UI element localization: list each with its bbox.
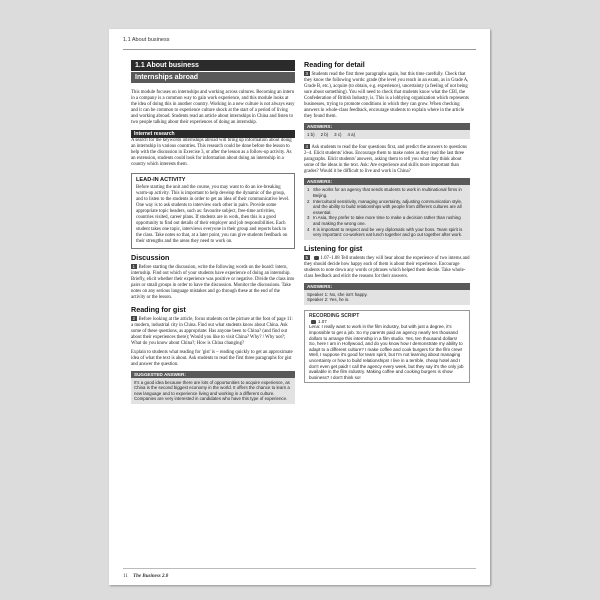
listening-gist-text: 1.07–1.08 Tell students they will hear about the experience of two interns and they should decide how happy each of them is about their experience. Encourage students to note down any words or phrases which helped them decide. Take whole-class feedback and elicit the reasons for their answers. (304, 256, 470, 280)
answer-item: 3 In Asia, they prefer to take more time to make a decision rather than rushing and making the wrong one. (307, 215, 461, 226)
listening-gist-paragraph (304, 255, 470, 280)
exercise-number: 4 (305, 144, 309, 150)
intro-paragraph: This module focuses on internships and working across cultures. Becoming an intern in a company is a common way to gain work experience, and this module looks at the idea of doing this in another country. Working in a new culture is not always easy and it can be common to experience culture shock at the start of a period of living and working abroad. Students read an article about internships in China and listen to two people talking about their experiences of doing an internship. (131, 90, 295, 125)
footer-rule (123, 568, 476, 569)
audio-icon (314, 256, 319, 260)
answers-label: ANSWERS: (304, 178, 470, 185)
audio-icon (311, 320, 316, 324)
answers-4-box (304, 185, 470, 240)
recording-script-title: RECORDING SCRIPT (309, 312, 360, 319)
answers-3-box (304, 130, 470, 139)
unit-title: 1.1 About business (131, 60, 295, 71)
answer-item: 3 c) (334, 132, 342, 137)
unit-subtitle: Internships abroad (131, 72, 295, 83)
header-rule (123, 49, 476, 50)
left-column (131, 60, 295, 404)
answers-label: ANSWERS: (304, 283, 470, 290)
answers-label: ANSWERS: (304, 123, 470, 130)
reading-gist-text1: Before looking at the article, focus students on the picture at the foot of page 11: a modern, industrial city in China. Find out what students know about China. Ask some of these questions, as appropriate: Has anyone been to China? (and find out about their experiences there); Would you like to visit China? Why? / Why not?; What do you know about China?; How is China changing? (131, 317, 293, 346)
answer-item: 2 Intercultural sensitivity, managing uncertainty, adjusting communication style, and the ability to build relationships with people from different cultures are all essential. (307, 198, 463, 215)
discussion-heading: Discussion (131, 253, 170, 262)
answer-item: 4 It is important to respect and be very diplomatic with your boss. Team spirit is very important: co-workers eat lunch together and go out together after work. (307, 226, 463, 238)
listening-gist-heading: Listening for gist (304, 244, 363, 254)
lead-in-text: Before starting the unit and the course, you may want to do an ice-breaking warm-up activity. This is important to help develop the dynamic of the group, and to listen to the students in order to get an idea of their communicative level. One way is to ask students to interview each other in pairs. Provide some appropriate topic headers, such as: favourite subject, free-time activities, countries visited, career plans. If students are in work, then this is a good opportunity to find out details of their employer and job responsibilities. Each student takes one topic, interviews everyone in their group and reports back to the class. Take notes so that, at a later point, you can give students feedback on their strengths and the areas they need to work on. (136, 185, 290, 244)
page-number: 11 (123, 574, 128, 579)
answer-item: 1 She works for an agency that sends students to work in multinational firms in Beijing. (307, 187, 462, 198)
recording-script-text: Lena: I really want to work in the film industry, but with just a degree, it's impossible to get a job. So my parents paid an agency nearly ten thousand dollars to arrange this internship in a film studio. Yes, ten thousand dollars! So, here I am in Hollywood, and do you know how I demonstrate my ability to adapt to a different culture? I make coffee and cook burgers for the film crew! Well, I suppose it's good for team spirit, but I'm not learning about managing uncertainty or how to build relationships! I live in a terrible, cheap hotel and I don't even get paid! I call the agency every week, but they say it's the only job available in the film industry. Making coffee and cooking burgers is show business? I don't think so! (309, 324, 464, 380)
answer-item: Speaker 2: Yes, he is. (307, 297, 350, 303)
listening-answers-box (304, 290, 470, 305)
book-brand: The Business 2.0 (133, 574, 169, 579)
exercise-4-text: Ask students to read the four questions first, and predict the answers to questions 2–4. Elicit students' ideas. Encourage them to make notes as they read the last three paragraphs. Elicit students' answers, asking them to tell you what they think about some of the ideas in the text. Ask: Are experience and skills more important than grades? Would it be difficult to live and work in China? (304, 145, 467, 175)
right-column (304, 60, 470, 383)
exercise-number: 1 (132, 264, 136, 269)
exercise-number: 2 (132, 316, 136, 321)
running-head: 1.1 About business (123, 37, 170, 43)
discussion-paragraph (131, 264, 295, 301)
discussion-text: Before starting the discussion, write the following words on the board: intern, internship. Find out which of your students have experience of doing an internship. Briefly, elicit whether their experience was positive or negative. Divide the class into pairs or small groups in order to have the discussion. Monitor the discussions. Take notes on any serious language mistakes and go through these at the end of the activity or the lesson. (131, 265, 295, 300)
textbook-page (109, 29, 490, 585)
recording-script-box (304, 310, 470, 384)
lead-in-title: LEAD-IN ACTIVITY (136, 177, 186, 183)
page-footer (123, 574, 168, 579)
exercise-number: 5 (305, 255, 309, 261)
reading-detail-paragraph (304, 71, 470, 120)
answer-item: 1 b) (307, 132, 315, 137)
suggested-answer-label: SUGGESTED ANSWER: (131, 371, 295, 378)
lead-in-box (131, 173, 295, 249)
recording-track: 1.07 (309, 319, 465, 325)
answer-item: Speaker 1: No, she isn't happy. (307, 292, 368, 298)
reading-gist-paragraph (131, 316, 295, 347)
reading-detail-text: Students read the first three paragraphs again, but this time carefully. Check that they know the following words: grade (the level you reach in an exam, as in Grade A, Grade B, etc.), acquire (to obtain, e.g. experience), uncertainty (a feeling of not being sure about something). You will need to check that students know what the CBI, the Confederation of British Industry, is. This is a lobbying organization which represents businesses, trying to promote conditions in which they can grow. When checking answers in whole-class feedback, encourage students to explain where in the article they found them. (304, 72, 469, 119)
exercise-number: 3 (305, 71, 309, 76)
answer-item: 4 a) (347, 132, 356, 137)
suggested-answer-text: It's a good idea because there are lots of opportunities to acquire experience, as China is the second biggest economy in the world. It offers the chance to learn a new language and to experience living and working in a different culture. Companies are very interested in candidates who have this type of experience. (131, 378, 295, 404)
internet-research-heading: Internet research (131, 130, 295, 138)
internet-research-text: A search for the keywords internships abroad will bring up information about doing an internship in various countries. This research could be done before the lesson to help with the discussion in Exercise 3, or after the lesson as a follow-up activity. As an extension, students could look for information about doing an internship in a country which interests them. (131, 138, 292, 167)
reading-gist-heading: Reading for gist (131, 305, 186, 314)
exercise-4-paragraph (304, 144, 470, 175)
reading-detail-heading: Reading for detail (304, 60, 365, 69)
answer-item: 2 b) (320, 132, 329, 137)
reading-gist-text2: Explain to students what reading for 'gist' is – reading quickly to get an approximate idea of what the text is about. Ask students to read the first three paragraphs for gist and answer the question. (131, 350, 293, 367)
